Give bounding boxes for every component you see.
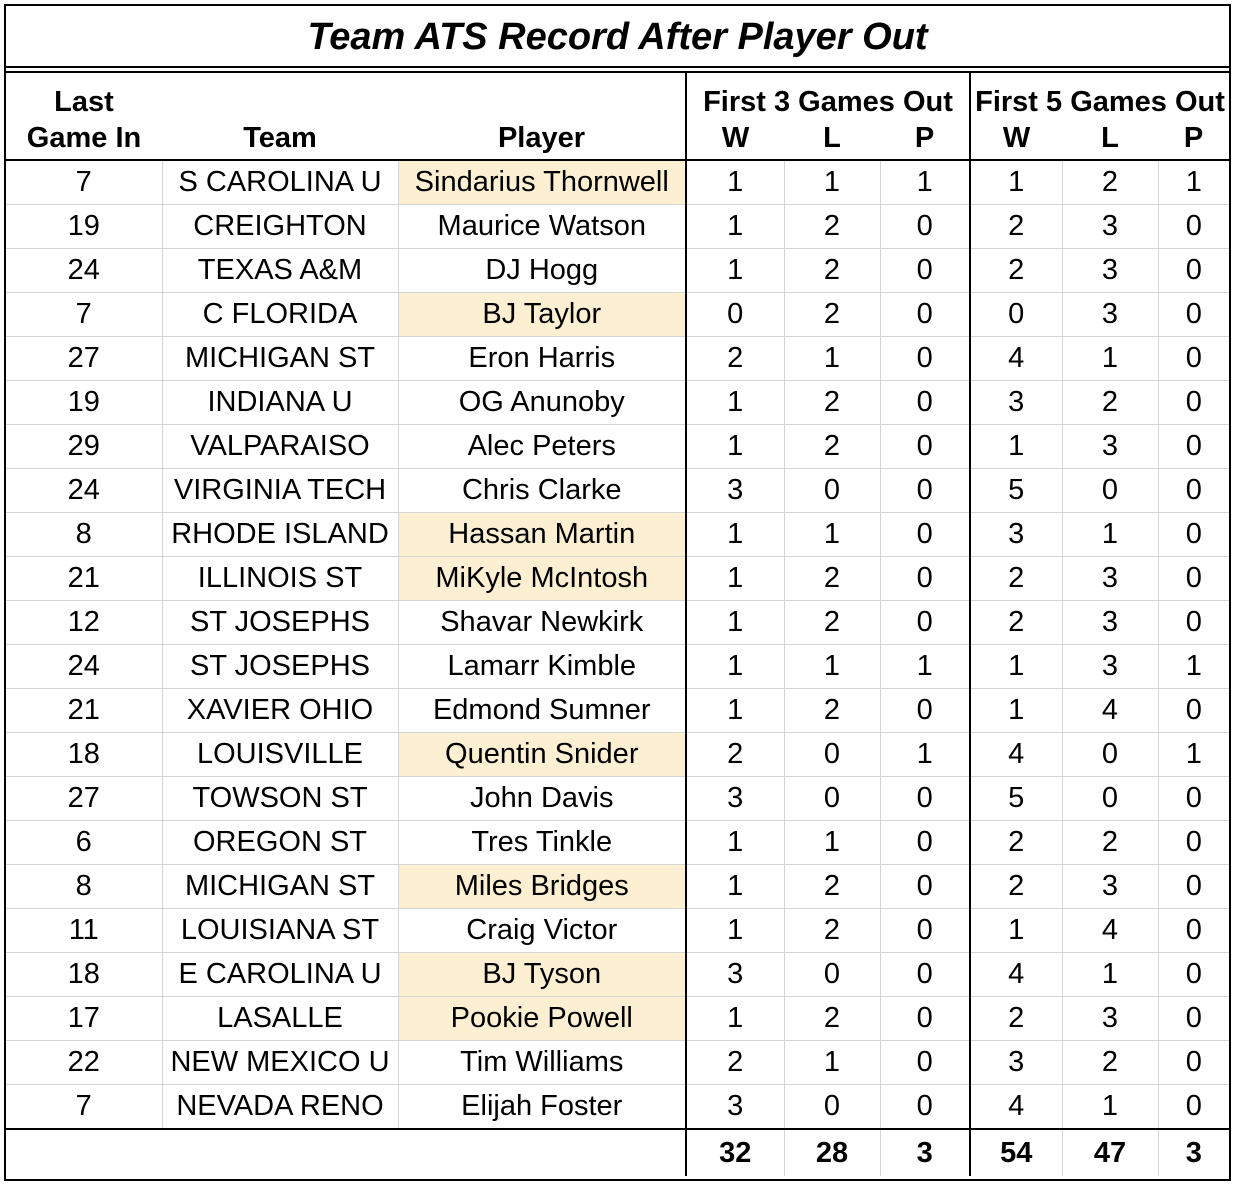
table-row	[6, 160, 1229, 205]
first-3-games-header: First 3 Games Out	[686, 73, 970, 117]
last-game-in-cell: 29	[6, 425, 162, 469]
player-cell: Eron Harris	[398, 337, 686, 381]
w5-cell: 2	[970, 205, 1062, 249]
l3-cell: 2	[784, 865, 880, 909]
table-row	[6, 689, 1229, 733]
p5-cell: 0	[1158, 293, 1229, 337]
last-game-in-cell: 24	[6, 249, 162, 293]
l5-cell: 2	[1062, 821, 1158, 865]
p3-cell: 1	[880, 645, 970, 689]
p5-cell: 0	[1158, 557, 1229, 601]
team-cell: VALPARAISO	[162, 425, 398, 469]
player-cell: Maurice Watson	[398, 205, 686, 249]
p5-cell: 0	[1158, 865, 1229, 909]
table-row	[6, 293, 1229, 337]
w3-cell: 2	[686, 733, 784, 777]
w3-cell: 3	[686, 777, 784, 821]
p5-cell: 0	[1158, 381, 1229, 425]
l5-cell: 1	[1062, 1085, 1158, 1130]
team-cell: MICHIGAN ST	[162, 865, 398, 909]
player-cell: DJ Hogg	[398, 249, 686, 293]
l3-cell: 0	[784, 469, 880, 513]
team-cell: S CAROLINA U	[162, 160, 398, 205]
team-cell: C FLORIDA	[162, 293, 398, 337]
l5-cell: 1	[1062, 513, 1158, 557]
totals-blank-cell	[6, 1129, 686, 1176]
l3-cell: 1	[784, 1041, 880, 1085]
table-row	[6, 1041, 1229, 1085]
w3-cell: 2	[686, 337, 784, 381]
l3-cell: 2	[784, 997, 880, 1041]
w5-cell: 5	[970, 777, 1062, 821]
p3-header: P	[880, 117, 970, 160]
total-w3-cell: 32	[686, 1129, 784, 1176]
header-row	[6, 73, 1229, 117]
player-cell: MiKyle McIntosh	[398, 557, 686, 601]
w5-cell: 2	[970, 557, 1062, 601]
l3-cell: 1	[784, 160, 880, 205]
p3-cell: 0	[880, 293, 970, 337]
l5-cell: 3	[1062, 205, 1158, 249]
l5-cell: 2	[1062, 160, 1158, 205]
p5-cell: 0	[1158, 953, 1229, 997]
p3-cell: 0	[880, 1041, 970, 1085]
w5-cell: 1	[970, 425, 1062, 469]
player-cell: Tim Williams	[398, 1041, 686, 1085]
p3-cell: 0	[880, 557, 970, 601]
last-game-in-cell: 27	[6, 777, 162, 821]
p5-cell: 0	[1158, 337, 1229, 381]
last-game-in-cell: 8	[6, 513, 162, 557]
p5-cell: 0	[1158, 1085, 1229, 1130]
p3-cell: 0	[880, 205, 970, 249]
l3-cell: 2	[784, 249, 880, 293]
last-game-in-header: Game In	[26, 121, 142, 154]
l5-cell: 3	[1062, 425, 1158, 469]
last-game-in-cell: 19	[6, 205, 162, 249]
player-cell: Miles Bridges	[398, 865, 686, 909]
w3-cell: 0	[686, 293, 784, 337]
w3-cell: 1	[686, 645, 784, 689]
team-cell: LASALLE	[162, 997, 398, 1041]
table-row	[6, 997, 1229, 1041]
player-cell: Sindarius Thornwell	[398, 160, 686, 205]
p5-header: P	[1183, 121, 1204, 154]
l3-cell: 0	[784, 777, 880, 821]
table-row	[6, 645, 1229, 689]
team-cell: LOUISVILLE	[162, 733, 398, 777]
p3-cell: 1	[880, 160, 970, 205]
w5-cell: 2	[970, 821, 1062, 865]
last-game-in-cell: 18	[6, 733, 162, 777]
last-game-in-cell: 27	[6, 337, 162, 381]
first-5-games-header: First 5 Games Out	[975, 86, 1225, 117]
w3-cell: 3	[686, 469, 784, 513]
team-cell: E CAROLINA U	[162, 953, 398, 997]
l5-cell: 3	[1062, 293, 1158, 337]
l5-cell: 4	[1062, 909, 1158, 953]
l3-cell: 2	[784, 205, 880, 249]
last-game-in-cell: 24	[6, 645, 162, 689]
w5-cell: 2	[970, 249, 1062, 293]
p5-cell: 0	[1158, 689, 1229, 733]
player-cell: Tres Tinkle	[398, 821, 686, 865]
w3-cell: 1	[686, 557, 784, 601]
l5-cell: 3	[1062, 249, 1158, 293]
p5-cell: 0	[1158, 997, 1229, 1041]
w3-cell: 1	[686, 997, 784, 1041]
l3-cell: 2	[784, 293, 880, 337]
l5-cell: 0	[1062, 777, 1158, 821]
l5-cell: 3	[1062, 557, 1158, 601]
team-cell: LOUISIANA ST	[162, 909, 398, 953]
p5-cell: 0	[1158, 601, 1229, 645]
team-cell: ST JOSEPHS	[162, 645, 398, 689]
last-game-in-cell: 7	[6, 293, 162, 337]
last-game-in-cell: 6	[6, 821, 162, 865]
l5-cell: 2	[1062, 381, 1158, 425]
w3-cell: 1	[686, 821, 784, 865]
l5-cell: 3	[1062, 865, 1158, 909]
p3-cell: 0	[880, 469, 970, 513]
last-game-in-cell: 24	[6, 469, 162, 513]
last-game-in-cell: 18	[6, 953, 162, 997]
l3-cell: 1	[784, 645, 880, 689]
l3-cell: 1	[784, 821, 880, 865]
w5-cell: 2	[970, 865, 1062, 909]
w5-cell: 1	[970, 160, 1062, 205]
p3-cell: 0	[880, 865, 970, 909]
w3-cell: 2	[686, 1041, 784, 1085]
player-cell: Alec Peters	[398, 425, 686, 469]
l5-cell: 0	[1062, 733, 1158, 777]
player-cell: Shavar Newkirk	[398, 601, 686, 645]
player-cell: BJ Taylor	[398, 293, 686, 337]
p3-cell: 0	[880, 777, 970, 821]
team-header: Team	[243, 121, 317, 154]
player-cell: Quentin Snider	[398, 733, 686, 777]
w5-cell: 3	[970, 381, 1062, 425]
team-cell: ILLINOIS ST	[162, 557, 398, 601]
w5-cell: 1	[970, 909, 1062, 953]
team-cell: TEXAS A&M	[162, 249, 398, 293]
w5-cell: 1	[970, 689, 1062, 733]
l3-cell: 2	[784, 909, 880, 953]
l5-header: L	[1101, 121, 1119, 154]
p5-cell: 0	[1158, 821, 1229, 865]
player-cell: Chris Clarke	[398, 469, 686, 513]
p5-cell: 1	[1158, 733, 1229, 777]
last-game-in-cell: 8	[6, 865, 162, 909]
last-game-in-cell: 19	[6, 381, 162, 425]
p5-cell: 0	[1158, 249, 1229, 293]
l3-header: L	[823, 121, 841, 154]
l5-cell: 1	[1062, 337, 1158, 381]
team-cell: XAVIER OHIO	[162, 689, 398, 733]
w5-cell: 4	[970, 337, 1062, 381]
table-row	[6, 865, 1229, 909]
table-row	[6, 425, 1229, 469]
p3-cell: 0	[880, 425, 970, 469]
l3-cell: 2	[784, 381, 880, 425]
p5-cell: 0	[1158, 469, 1229, 513]
w5-header: W	[1002, 121, 1031, 154]
w3-cell: 1	[686, 249, 784, 293]
team-cell: ST JOSEPHS	[162, 601, 398, 645]
player-cell: BJ Tyson	[398, 953, 686, 997]
p3-cell: 0	[880, 953, 970, 997]
table-row	[6, 953, 1229, 997]
team-cell: TOWSON ST	[162, 777, 398, 821]
last-game-in-cell: 11	[6, 909, 162, 953]
p3-cell: 1	[880, 733, 970, 777]
player-cell: John Davis	[398, 777, 686, 821]
team-cell: OREGON ST	[162, 821, 398, 865]
team-cell: CREIGHTON	[162, 205, 398, 249]
last-game-in-cell: 7	[6, 1085, 162, 1130]
p3-cell: 0	[880, 337, 970, 381]
player-cell: Lamarr Kimble	[398, 645, 686, 689]
p3-cell: 0	[880, 821, 970, 865]
p5-cell: 0	[1158, 425, 1229, 469]
p5-cell: 0	[1158, 205, 1229, 249]
table-row	[6, 337, 1229, 381]
player-cell: Edmond Sumner	[398, 689, 686, 733]
table-title: Team ATS Record After Player Out	[307, 15, 928, 58]
player-cell: OG Anunoby	[398, 381, 686, 425]
w3-header: W	[721, 121, 750, 154]
w3-cell: 1	[686, 601, 784, 645]
w5-cell: 3	[970, 1041, 1062, 1085]
table-row	[6, 469, 1229, 513]
w5-cell: 4	[970, 733, 1062, 777]
player-header: Player	[398, 117, 686, 160]
last-game-in-cell: 21	[6, 557, 162, 601]
header-row	[6, 117, 1229, 160]
l3-cell: 2	[784, 425, 880, 469]
w5-cell: 4	[970, 953, 1062, 997]
team-cell: NEVADA RENO	[162, 1085, 398, 1130]
l3-cell: 1	[784, 337, 880, 381]
l5-cell: 4	[1062, 689, 1158, 733]
l3-cell: 2	[784, 689, 880, 733]
w3-cell: 1	[686, 909, 784, 953]
team-cell: NEW MEXICO U	[162, 1041, 398, 1085]
table-row	[6, 909, 1229, 953]
last-game-in-header: Last	[54, 86, 114, 117]
table-row	[6, 557, 1229, 601]
total-p3-cell: 3	[880, 1129, 970, 1176]
w3-cell: 1	[686, 689, 784, 733]
w3-cell: 3	[686, 953, 784, 997]
team-cell: RHODE ISLAND	[162, 513, 398, 557]
w3-cell: 1	[686, 160, 784, 205]
player-cell: Pookie Powell	[398, 997, 686, 1041]
p5-cell: 1	[1158, 645, 1229, 689]
p3-cell: 0	[880, 1085, 970, 1130]
w5-cell: 5	[970, 469, 1062, 513]
last-game-in-cell: 17	[6, 997, 162, 1041]
player-cell: Hassan Martin	[398, 513, 686, 557]
w3-cell: 1	[686, 425, 784, 469]
ats-record-grid	[6, 73, 1229, 1176]
l5-cell: 1	[1062, 953, 1158, 997]
w5-cell: 1	[970, 645, 1062, 689]
table-row	[6, 249, 1229, 293]
l3-cell: 0	[784, 1085, 880, 1130]
w5-cell: 4	[970, 1085, 1062, 1130]
table-row	[6, 513, 1229, 557]
p5-cell: 0	[1158, 1041, 1229, 1085]
table-row	[6, 381, 1229, 425]
l5-cell: 2	[1062, 1041, 1158, 1085]
table-row	[6, 205, 1229, 249]
p5-cell: 1	[1158, 160, 1229, 205]
l3-cell: 2	[784, 601, 880, 645]
table-row	[6, 601, 1229, 645]
p3-cell: 0	[880, 689, 970, 733]
w3-cell: 1	[686, 513, 784, 557]
totals-row	[6, 1129, 1229, 1176]
l5-cell: 0	[1062, 469, 1158, 513]
l3-cell: 2	[784, 557, 880, 601]
table-row	[6, 777, 1229, 821]
last-game-in-cell: 7	[6, 160, 162, 205]
table-row	[6, 733, 1229, 777]
team-cell: INDIANA U	[162, 381, 398, 425]
last-game-in-cell: 12	[6, 601, 162, 645]
l5-cell: 3	[1062, 645, 1158, 689]
last-game-in-cell: 22	[6, 1041, 162, 1085]
w5-cell: 2	[970, 601, 1062, 645]
table-row	[6, 821, 1229, 865]
total-l3-cell: 28	[784, 1129, 880, 1176]
l3-cell: 0	[784, 733, 880, 777]
w3-cell: 1	[686, 381, 784, 425]
w5-cell: 0	[970, 293, 1062, 337]
p3-cell: 0	[880, 381, 970, 425]
player-cell: Elijah Foster	[398, 1085, 686, 1130]
total-w5-cell: 54	[970, 1129, 1062, 1176]
p3-cell: 0	[880, 909, 970, 953]
title-divider	[6, 66, 1229, 68]
w5-cell: 2	[970, 997, 1062, 1041]
player-cell: Craig Victor	[398, 909, 686, 953]
team-cell: MICHIGAN ST	[162, 337, 398, 381]
total-l5-cell: 47	[1062, 1129, 1158, 1176]
p5-cell: 0	[1158, 513, 1229, 557]
total-p5-cell: 3	[1158, 1129, 1229, 1176]
w3-cell: 3	[686, 1085, 784, 1130]
l5-cell: 3	[1062, 601, 1158, 645]
p5-cell: 0	[1158, 777, 1229, 821]
w3-cell: 1	[686, 865, 784, 909]
w5-cell: 3	[970, 513, 1062, 557]
p3-cell: 0	[880, 249, 970, 293]
p3-cell: 0	[880, 513, 970, 557]
p5-cell: 0	[1158, 909, 1229, 953]
team-cell: VIRGINIA TECH	[162, 469, 398, 513]
l5-cell: 3	[1062, 997, 1158, 1041]
w3-cell: 1	[686, 205, 784, 249]
spreadsheet-table	[4, 4, 1231, 1181]
p3-cell: 0	[880, 601, 970, 645]
last-game-in-cell: 21	[6, 689, 162, 733]
p3-cell: 0	[880, 997, 970, 1041]
l3-cell: 1	[784, 513, 880, 557]
l3-cell: 0	[784, 953, 880, 997]
table-row	[6, 1085, 1229, 1130]
